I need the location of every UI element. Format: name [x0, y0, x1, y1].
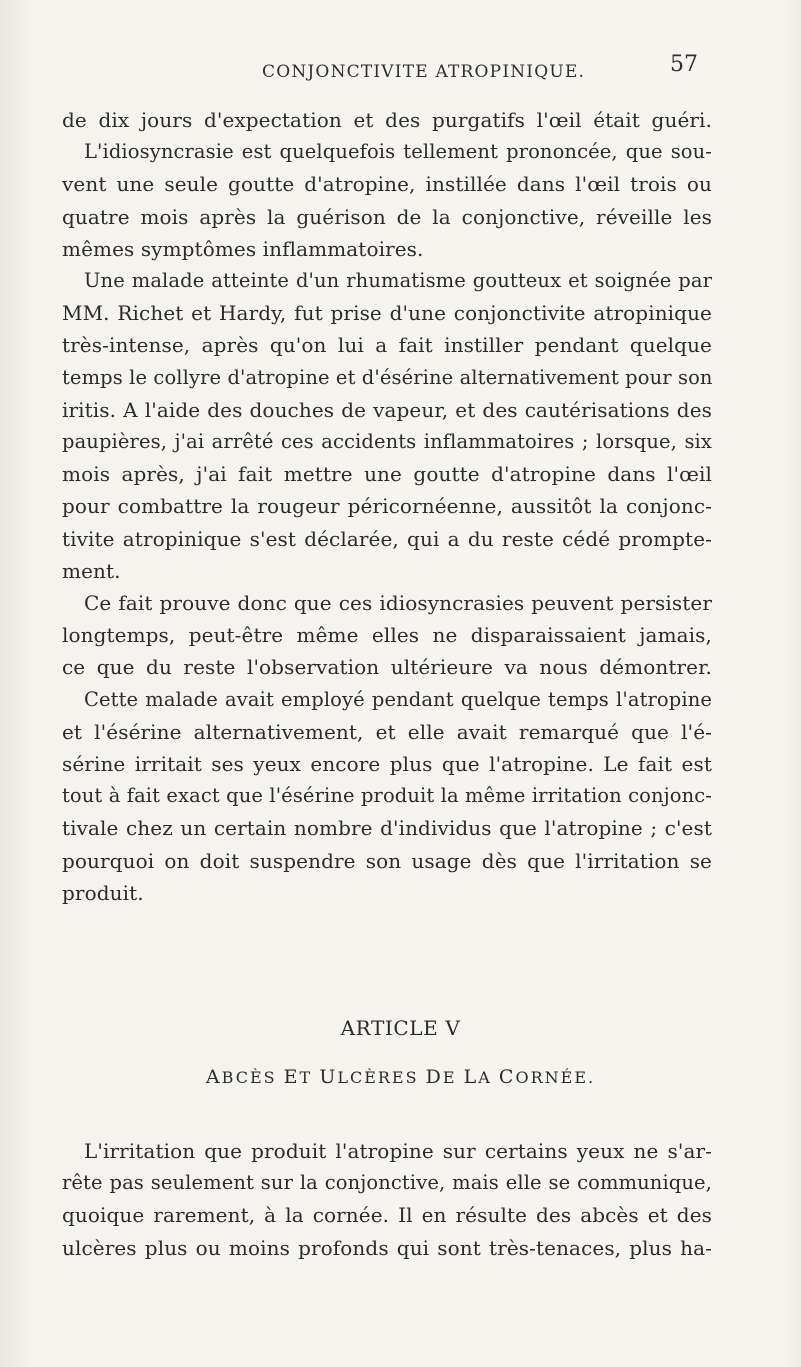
text-line: L'idiosyncrasie est quelquefois tellement prononcée, que sou- [84, 140, 712, 164]
text-line: tivale chez un certain nombre d'individus que l'atropine ; c'est [62, 816, 712, 841]
text-line: mois après, j'ai fait mettre une goutte d'atropine dans l'œil [62, 462, 712, 487]
text-line: L'irritation que produit l'atropine sur certains yeux ne s'ar- [84, 1139, 712, 1163]
text-line: longtemps, peut-être même elles ne disparaissaient jamais, [62, 623, 712, 648]
page-number: 57 [670, 52, 698, 77]
paragraph-1 [62, 104, 712, 265]
running-title: CONJONCTIVITE ATROPINIQUE. [262, 62, 586, 82]
text-line: de dix jours d'expectation et des purgatifs l'œil était guéri. [62, 108, 712, 132]
text-line: quoique rarement, à la cornée. Il en résulte des abcès et des [62, 1203, 712, 1228]
text-line: MM. Richet et Hardy, fut prise d'une conjonctivite atropinique [62, 301, 712, 326]
text-line: et l'ésérine alternativement, et elle avait remarqué que l'é- [62, 719, 712, 744]
text-line: Cette malade avait employé pendant quelque temps l'atropine [84, 687, 712, 711]
text-line: ment. [62, 558, 121, 583]
article-heading: ARTICLE V [340, 1016, 461, 1040]
text-line: tout à fait exact que l'ésérine produit la même irritation conjonc- [62, 784, 712, 808]
text-line: quatre mois après la guérison de la conjonctive, réveille les [62, 204, 712, 229]
text-line: temps le collyre d'atropine et d'ésérine alternativement pour son [62, 365, 713, 389]
text-line: pourquoi on doit suspendre son usage dès que l'irritation se [62, 848, 712, 873]
text-line: pour combattre la rougeur péricornéenne, aussitôt la conjonc- [62, 494, 712, 519]
text-line: iritis. A l'aide des douches de vapeur, et des cautérisations des [62, 397, 712, 422]
running-head [0, 52, 801, 86]
text-line: mêmes symptômes inflammatoires. [62, 236, 424, 261]
text-line: très-intense, après qu'on lui a fait instiller pendant quelque [62, 333, 712, 358]
text-line: paupières, j'ai arrêté ces accidents inflammatoires ; lorsque, six [62, 429, 712, 453]
paragraph-3 [62, 587, 712, 909]
text-line: Ce fait prouve donc que ces idiosyncrasies peuvent persister [84, 591, 712, 615]
text-line: sérine irritait ses yeux encore plus que l'atropine. Le fait est [62, 751, 712, 776]
text-line: vent une seule goutte d'atropine, instillée dans l'œil trois ou [62, 172, 712, 197]
text-line: ulcères plus ou moins profonds qui sont très-tenaces, plus ha- [62, 1235, 712, 1260]
text-line: ce que du reste l'observation ultérieure va nous démontrer. [62, 655, 712, 680]
text-line: rête pas seulement sur la conjonctive, mais elle se communique, [62, 1171, 712, 1195]
text-line: Une malade atteinte d'un rhumatisme goutteux et soignée par [84, 269, 712, 292]
section-title: ABCÈS ET ULCÈRES DE LA CORNÉE. [205, 1066, 596, 1088]
text-line: tivite atropinique s'est déclarée, qui a du reste cédé prompte- [62, 526, 712, 551]
paragraph-4 [62, 1135, 712, 1264]
paragraph-2 [62, 265, 712, 587]
text-line: produit. [62, 880, 144, 905]
